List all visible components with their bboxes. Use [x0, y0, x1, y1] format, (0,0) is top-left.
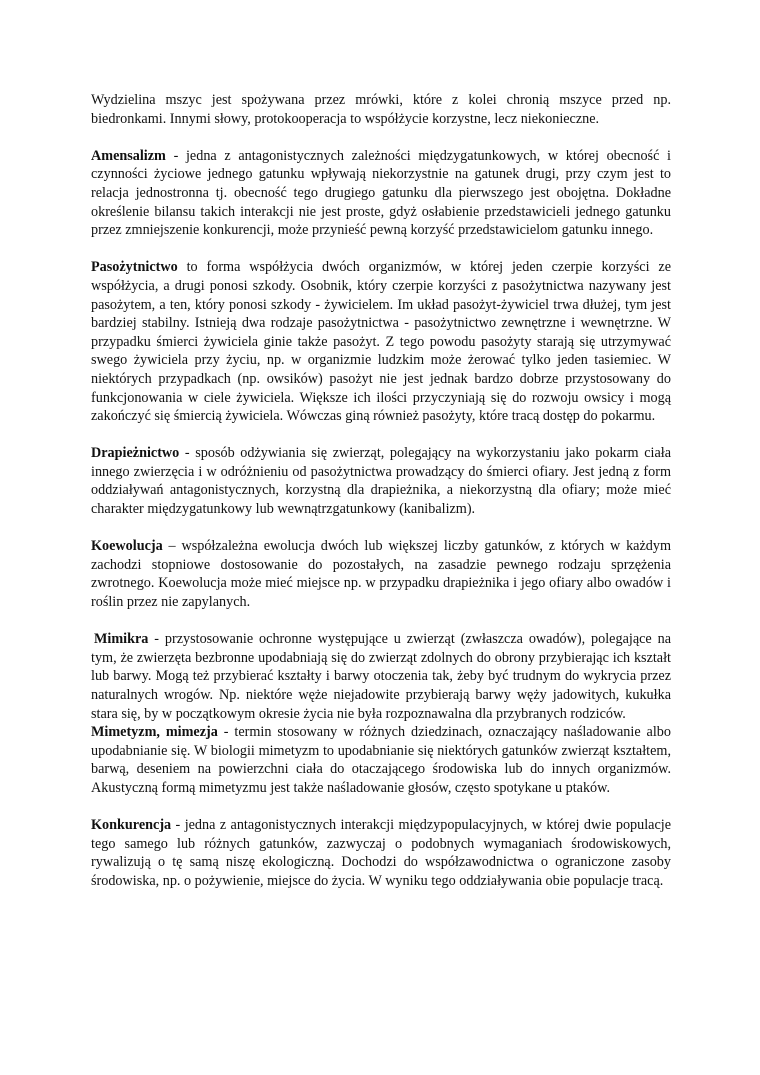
- term-koewolucja: Koewolucja: [91, 538, 163, 555]
- paragraph-text: Wydzielina mszyc jest spożywana przez mrówki, które z kolei chronią mszyce przed np. biedronkami. Innymi słowy, protokooperacja to współżycie korzystne, lecz niekonieczne.: [91, 92, 671, 127]
- document-body: [91, 91, 671, 909]
- paragraph-text: - przystosowanie ochronne występujące u zwierząt (zwłaszcza owadów), polegające na tym, że zwierzęta bezbronne upodabniają się do zwierząt zdolnych do obrony przybierając ich kształt lub barwy. Mogą też przybierać kształty i barwy otoczenia tak, żeby być trudnym do wykrycia przez naturalnych wrogów. Np. niektóre węże niejadowite przybierają barwy węży jadowitych, kukułka stara się, by w początkowym okresie życia nie była rozpoznawalna dla przybranych rodziców.: [91, 631, 671, 722]
- paragraph-mimetyzm: [91, 723, 671, 797]
- paragraph-text: - jedna z antagonistycznych interakcji międzypopulacyjnych, w której dwie populacje tego samego lub różnych gatunków, zazwyczaj o podobnych wymaganiach środowiskowych, rywalizują o tę samą niszę ekologiczną. Dochodzi do współzawodnictwa o ograniczone zasoby środowiska, np. o pożywienie, miejsce do życia. W wyniku tego oddziaływania obie populacje tracą.: [91, 817, 671, 889]
- paragraph-konkurencja: [91, 816, 671, 890]
- term-pasozytnictwo: Pasożytnictwo: [91, 259, 178, 276]
- paragraph-text: to forma współżycia dwóch organizmów, w której jeden czerpie korzyści ze współżycia, a drugi ponosi szkody. Osobnik, który czerpie korzyści z pasożytnictwa nazywany jest pasożytem, a ten, który ponosi szkody - żywicielem. Im układ pasożyt-żywiciel trwa dłużej, tym jest bardziej stabilny. Istnieją dwa rodzaje pasożytnictwa - pasożytnictwo zewnętrzne i wewnętrzne. W przypadku śmierci żywiciela ginie także pasożyt. Z tego powodu pasożyty starają się utrzymywać swego żywiciela przy życiu, np. w organizmie ludzkim może żerować tylko jeden tasiemiec. W niektórych przypadkach (np. owsików) pasożyt nie jest jednak bardzo dobrze przystosowany do funkcjonowania w ciele żywiciela. Większe ich ilości przyczyniają się do rozwoju owsicy i mogą zakończyć się śmiercią żywiciela. Wówczas giną również pasożyty, które tracą dostęp do pokarmu.: [91, 259, 671, 425]
- paragraph-text: - jedna z antagonistycznych zależności międzygatunkowych, w której obecność i czynności życiowe jednego gatunku wpływają niekorzystnie na gatunek drugi, przy czym jest to relacja jednostronna tj. obecność tego drugiego gatunku dla pierwszego jest obojętna. Dokładne określenie bilansu takich interakcji nie jest proste, gdyż osłabienie przedstawicieli jednego gatunku przez zmniejszenie konkurencji, może przynieść pewną korzyść przedstawicielom gatunku innego.: [91, 147, 671, 239]
- paragraph-pasozytnictwo: [91, 258, 671, 425]
- paragraph-text: – współzależna ewolucja dwóch lub większej liczby gatunków, z których w każdym zachodzi stopniowe dostosowanie do pozostałych, na zasadzie pewnego rodzaju sprzężenia zwrotnego. Koewolucja może mieć miejsce np. w przypadku drapieżnika i jego ofiary albo owadów i roślin przez nie zapylanych.: [91, 538, 671, 611]
- term-mimetyzm: Mimetyzm, mimezja: [91, 724, 218, 741]
- term-drapieznictwo: Drapieżnictwo: [91, 445, 180, 462]
- paragraph-mimikra: [91, 630, 671, 723]
- paragraph-text: - sposób odżywiania się zwierząt, polegający na wykorzystaniu jako pokarm ciała innego zwierzęcia i w odróżnieniu od pasożytnictwa prowadzący do śmierci ofiary. Jest jedną z form oddziaływań antagonistycznych, korzystną dla drapieżnika, a niekorzystną dla ofiary; może mieć charakter międzygatunkowy lub wewnątrzgatunkowy (kanibalizm).: [91, 445, 671, 518]
- term-konkurencja: Konkurencja: [91, 817, 172, 834]
- term-amensalizm: Amensalizm: [91, 147, 166, 164]
- paragraph-koewolucja: [91, 537, 671, 611]
- term-mimikra: Mimikra: [94, 631, 149, 648]
- paragraph-protokooperacja: [91, 91, 671, 128]
- paragraph-amensalizm: [91, 147, 671, 240]
- paragraph-text: - termin stosowany w różnych dziedzinach, oznaczający naśladowanie albo upodabnianie się. W biologii mimetyzm to upodabnianie się niektórych gatunków zwierząt kształtem, barwą, deseniem na powierzchni ciała do otaczającego środowiska lub do innych organizmów. Akustyczną formą mimetyzmu jest także naśladowanie głosów, często spotykane u ptaków.: [91, 724, 671, 796]
- paragraph-drapieznictwo: [91, 444, 671, 518]
